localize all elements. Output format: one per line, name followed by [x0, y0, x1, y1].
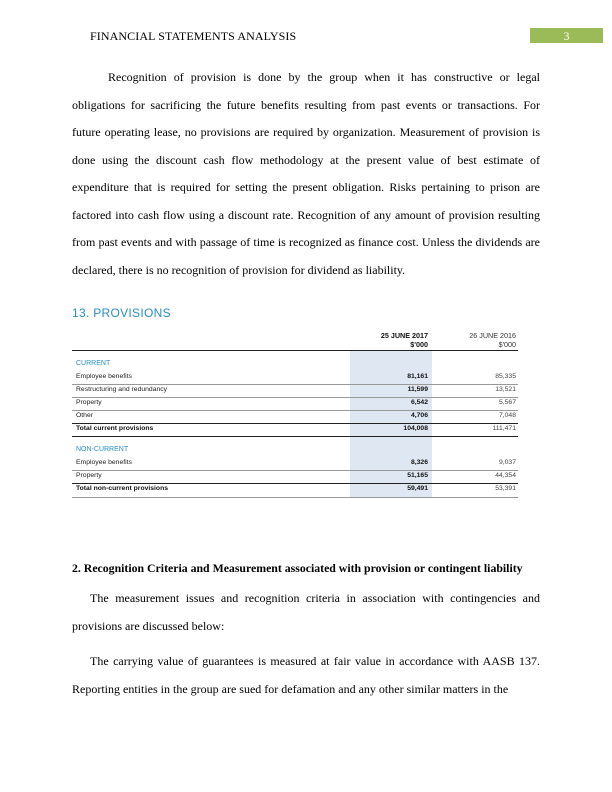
header-rule: [72, 350, 518, 351]
total-rule: [72, 436, 518, 437]
table-row: Other 4,706 7,048: [76, 412, 516, 419]
table-row: Property 6,542 5,567: [76, 399, 516, 406]
provisions-table-figure: [72, 300, 532, 505]
paragraph-guarantees-fair-value: The carrying value of guarantees is measured at fair value in accordance with AASB 137. Reporting entities in the group are sued for defamation and any other similar matters in the: [72, 654, 540, 696]
provisions-table-title: 13. PROVISIONS: [72, 306, 171, 320]
table-row: Employee benefits 81,161 85,335: [76, 373, 516, 380]
column-header-2017: 25 JUNE 2017 $'000: [380, 331, 428, 349]
current-group-label: CURRENT: [76, 360, 111, 367]
table-row: Employee benefits 8,326 9,037: [76, 459, 516, 466]
table-bottom-rule: [72, 497, 518, 498]
paragraph-provision-recognition: Recognition of provision is done by the group when it has constructive or legal obligations for sacrificing the future benefits resulting from past events or transactions. For future operating lease, no provisions are required by organization. Measurement of provision is done using the discount cash flow methodology at the present value of best estimate of expenditure that is required for setting the present obligation. Risks pertaining to prison are factored into cash flow using a discount rate. Recognition of any amount of provision resulting from past events and with passage of time is recognized as finance cost. Unless the dividends are declared, there is no recognition of provision for dividend as liability.: [72, 70, 540, 277]
noncurrent-group-label: NON-CURRENT: [76, 446, 129, 453]
section-heading-recognition-criteria: 2. Recognition Criteria and Measurement associated with provision or contingent liability: [72, 561, 523, 575]
paragraph-measurement-issues: The measurement issues and recognition criteria in association with contingencies and provisions are discussed below:: [72, 591, 540, 633]
running-header-title: FINANCIAL STATEMENTS ANALYSIS: [90, 29, 297, 43]
page-number-badge: 3: [530, 28, 603, 43]
table-row: Property 51,165 44,354: [76, 472, 516, 479]
column-header-2016: 26 JUNE 2016 $'000: [469, 331, 516, 349]
table-row-total-noncurrent: Total non-current provisions 59,491 53,391: [76, 485, 516, 492]
table-row: Restructuring and redundancy 11,599 13,521: [76, 386, 516, 393]
table-row-total-current: Total current provisions 104,008 111,471: [76, 425, 516, 432]
